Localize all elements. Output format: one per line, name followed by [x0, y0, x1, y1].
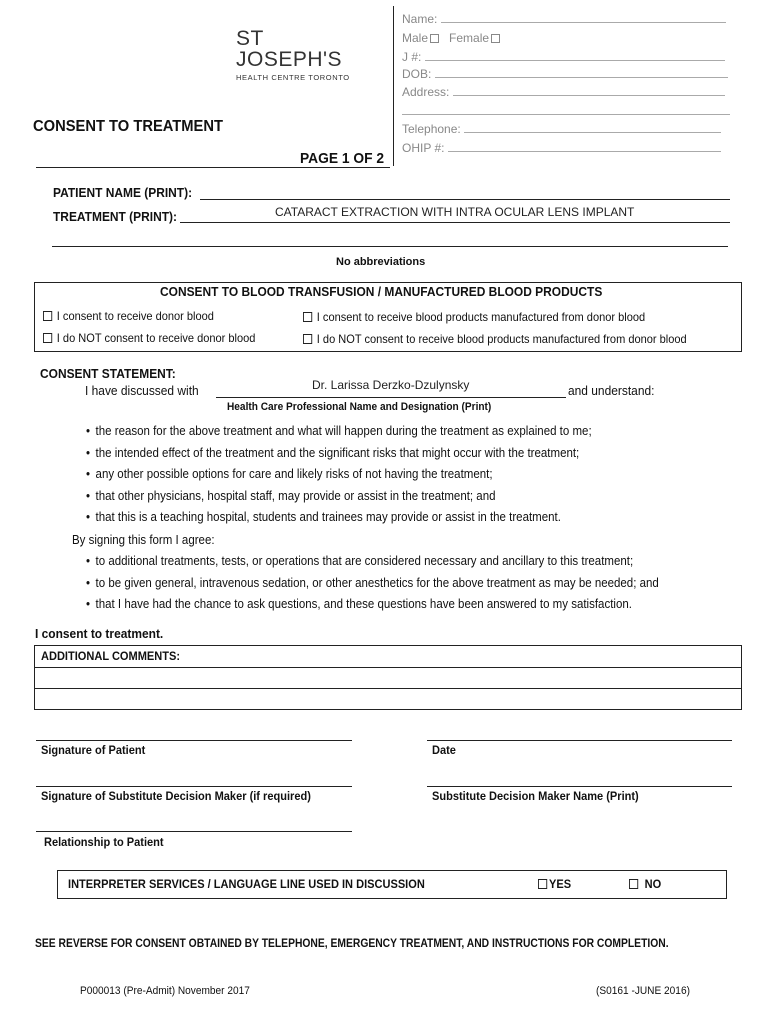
- ohip-label: OHIP #:: [402, 141, 445, 155]
- understand-text: and understand:: [568, 383, 655, 398]
- no-abbreviations-note: No abbreviations: [336, 256, 426, 268]
- professional-name[interactable]: Dr. Larissa Derzko-Dzulynsky: [312, 378, 470, 392]
- sdm-name-label: Substitute Decision Maker Name (Print): [432, 789, 639, 803]
- interpreter-no-option[interactable]: NO: [629, 877, 661, 891]
- treatment-line: [180, 222, 730, 223]
- dob-label: DOB:: [402, 67, 432, 81]
- blood-option-consent[interactable]: I consent to receive donor blood: [43, 309, 214, 323]
- logo-line-2: JOSEPH'S: [236, 48, 343, 71]
- checkbox[interactable]: [303, 334, 312, 344]
- discussed-with-text: I have discussed with: [85, 383, 199, 398]
- consent-statement-heading: CONSENT STATEMENT:: [40, 366, 176, 381]
- professional-line: [216, 397, 566, 398]
- female-label: Female: [449, 31, 490, 45]
- list-item: • the reason for the above treatment and what will happen during the treatment as explained to me;: [86, 424, 592, 446]
- j-number-label: J #:: [402, 50, 422, 64]
- checkbox[interactable]: [43, 333, 52, 343]
- checkbox[interactable]: [629, 879, 638, 889]
- treatment-value[interactable]: CATARACT EXTRACTION WITH INTRA OCULAR LENS IMPLANT: [275, 205, 635, 219]
- patient-name-line[interactable]: [200, 199, 730, 200]
- comments-row[interactable]: [35, 689, 741, 709]
- treatment-label: TREATMENT (PRINT):: [53, 209, 178, 224]
- blood-products-option-decline[interactable]: I do NOT consent to receive blood products manufactured from donor blood: [303, 332, 687, 346]
- checkbox[interactable]: [538, 879, 547, 889]
- sdm-signature-line[interactable]: [36, 786, 352, 787]
- understanding-list: [86, 424, 592, 532]
- patient-signature-line[interactable]: [36, 740, 352, 741]
- date-line[interactable]: [427, 740, 732, 741]
- address-label: Address:: [402, 85, 450, 99]
- label-divider: [393, 6, 394, 166]
- treatment-line-2[interactable]: [52, 246, 728, 247]
- list-item: • that I have had the chance to ask questions, and these questions have been answered to my satisfaction.: [86, 597, 659, 619]
- relationship-label: Relationship to Patient: [44, 835, 164, 849]
- male-checkbox[interactable]: [430, 34, 439, 43]
- checkbox[interactable]: [303, 312, 312, 322]
- list-item: • that other physicians, hospital staff, may provide or assist in the treatment; and: [86, 489, 592, 511]
- interpreter-yes-option[interactable]: YES: [538, 877, 571, 891]
- hospital-logo: [236, 28, 350, 82]
- see-reverse-note: SEE REVERSE FOR CONSENT OBTAINED BY TELEPHONE, EMERGENCY TREATMENT, AND INSTRUCTIONS FOR COMPLETION.: [35, 936, 669, 950]
- logo-line-3: HEALTH CENTRE TORONTO: [236, 73, 350, 82]
- name-label: Name:: [402, 12, 438, 26]
- sdm-signature-label: Signature of Substitute Decision Maker (if required): [41, 789, 311, 803]
- patient-label-block: [402, 12, 732, 160]
- blood-consent-box: [34, 282, 742, 352]
- list-item: • to be given general, intravenous sedation, or other anesthetics for the above treatment as may be needed; and: [86, 576, 659, 598]
- additional-comments-heading: ADDITIONAL COMMENTS:: [41, 649, 181, 663]
- page-indicator: PAGE 1 OF 2: [300, 150, 385, 167]
- list-item: • to additional treatments, tests, or operations that are considered necessary and ancillary to this treatment;: [86, 554, 659, 576]
- male-label: Male: [402, 31, 429, 45]
- date-label: Date: [432, 743, 456, 757]
- blood-option-decline[interactable]: I do NOT consent to receive donor blood: [43, 331, 255, 345]
- list-item: • any other possible options for care and likely risks of not having the treatment;: [86, 467, 592, 489]
- professional-caption: Health Care Professional Name and Designation (Print): [227, 401, 492, 413]
- list-item: • the intended effect of the treatment and the significant risks that might occur with the treatment;: [86, 446, 592, 468]
- additional-comments-table: [34, 645, 742, 710]
- agreement-intro: By signing this form I agree:: [72, 533, 215, 547]
- blood-products-option-consent[interactable]: I consent to receive blood products manufactured from donor blood: [303, 310, 645, 324]
- title-underline: [36, 167, 390, 168]
- form-title: CONSENT TO TREATMENT: [33, 118, 223, 135]
- revision-code: (S0161 -JUNE 2016): [596, 985, 690, 997]
- interpreter-label: INTERPRETER SERVICES / LANGUAGE LINE USED IN DISCUSSION: [68, 877, 425, 891]
- patient-signature-label: Signature of Patient: [41, 743, 146, 757]
- relationship-line[interactable]: [36, 831, 352, 832]
- comments-row[interactable]: [35, 668, 741, 688]
- blood-consent-heading: CONSENT TO BLOOD TRANSFUSION / MANUFACTURED BLOOD PRODUCTS: [160, 284, 603, 299]
- form-code: P000013 (Pre-Admit) November 2017: [80, 985, 250, 997]
- checkbox[interactable]: [43, 311, 52, 321]
- list-item: • that this is a teaching hospital, students and trainees may provide or assist in the treatment.: [86, 510, 592, 532]
- female-checkbox[interactable]: [491, 34, 500, 43]
- sdm-name-line[interactable]: [427, 786, 732, 787]
- telephone-label: Telephone:: [402, 122, 461, 136]
- consent-to-treatment-line: I consent to treatment.: [35, 626, 164, 641]
- patient-name-label: PATIENT NAME (PRINT):: [53, 185, 193, 200]
- interpreter-box: [57, 870, 727, 899]
- agreement-list: [86, 554, 659, 619]
- logo-line-1: ST: [236, 27, 264, 50]
